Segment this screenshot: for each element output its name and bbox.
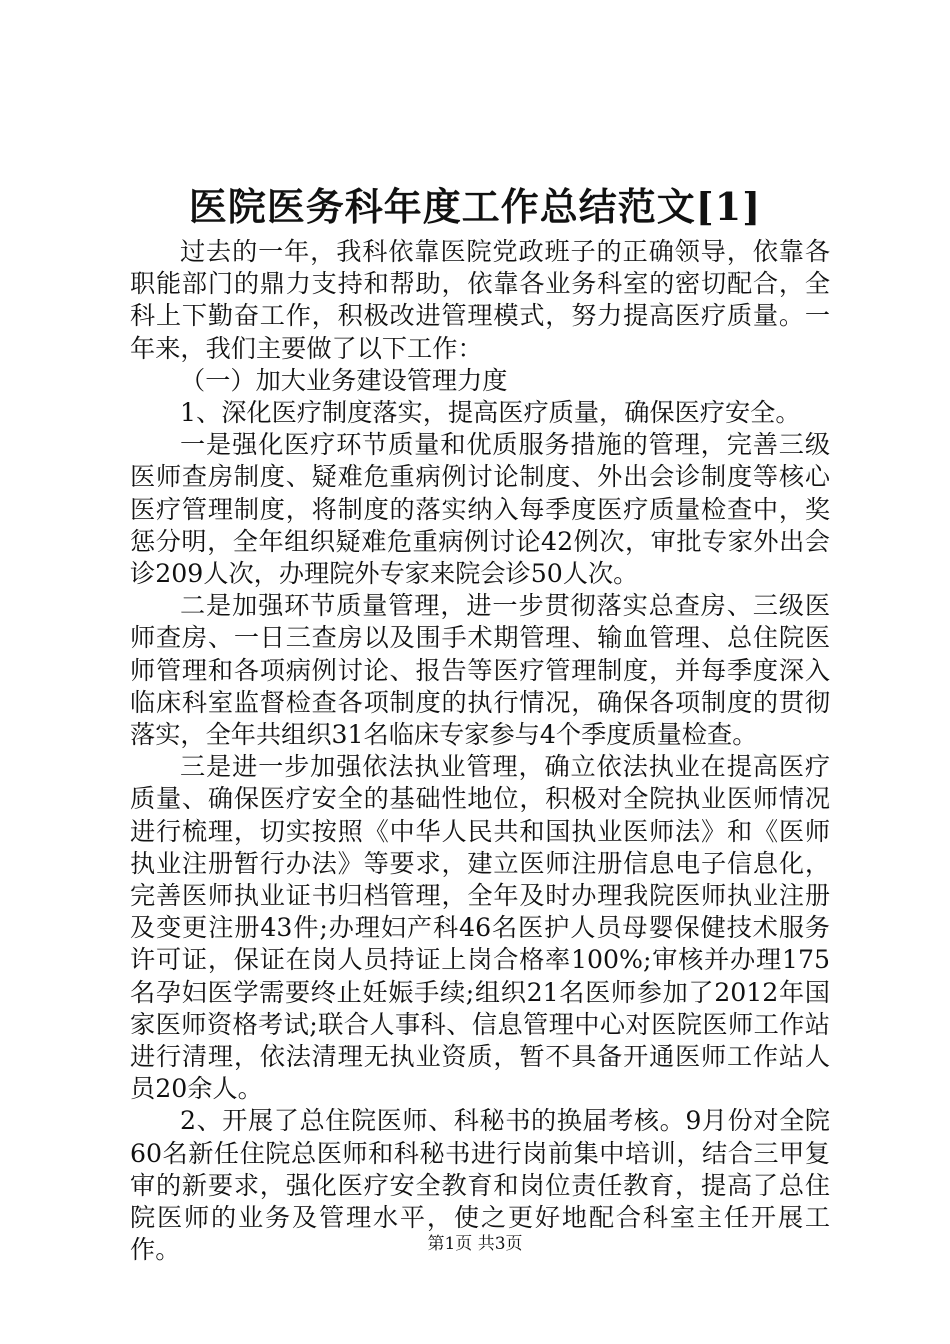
paragraph-item-4: 2、开展了总住院医师、科秘书的换届考核。9月份对全院60名新任住院总医师和科秘书进行岗前集中培训，结合三甲复审的新要求，强化医疗安全教育和岗位责任教育，提高了总住院医师的业务及管理水平，使之更好地配合科室主任开展工作。 (130, 1106, 830, 1265)
document-title: 医院医务科年度工作总结范文[1] (188, 184, 762, 229)
subsection-heading: 1、深化医疗制度落实，提高医疗质量，确保医疗安全。 (180, 398, 801, 428)
paragraph-item-1: 一是强化医疗环节质量和优质服务措施的管理，完善三级医师查房制度、疑难危重病例讨论制度、外出会诊制度等核心医疗管理制度，将制度的落实纳入每季度医疗质量检查中，奖惩分明，全年组织疑难危重病例讨论42例次，审批专家外出会诊209人次，办理院外专家来院会诊50人次。 (130, 430, 830, 589)
paragraph-item-2: 二是加强环节质量管理，进一步贯彻落实总查房、三级医师查房、一日三查房以及围手术期管理、输血管理、总住院医师管理和各项病例讨论、报告等医疗管理制度，并每季度深入临床科室监督检查各项制度的执行情况，确保各项制度的贯彻落实，全年共组织31名临床专家参与4个季度质量检查。 (130, 591, 830, 750)
document-body (130, 236, 830, 1267)
paragraph-item-3: 三是进一步加强依法执业管理，确立依法执业在提高医疗质量、确保医疗安全的基础性地位，积极对全院执业医师情况进行梳理，切实按照《中华人民共和国执业医师法》和《医师执业注册暂行办法》等要求，建立医师注册信息电子信息化，完善医师执业证书归档管理，全年及时办理我院医师执业注册及变更注册43件;办理妇产科46名医护人员母婴保健技术服务许可证，保证在岗人员持证上岗合格率100%;审核并办理175名孕妇医学需要终止妊娠手续;组织21名医师参加了2012年国家医师资格考试;联合人事科、信息管理中心对医院医师工作站进行清理，依法清理无执业资质，暂不具备开通医师工作站人员20余人。 (130, 752, 830, 1104)
page-footer: 第1页 共3页 (427, 1234, 523, 1254)
section-heading: （一）加大业务建设管理力度 (180, 365, 508, 395)
intro-paragraph: 过去的一年，我科依靠医院党政班子的正确领导，依靠各职能部门的鼎力支持和帮助，依靠各业务科室的密切配合，全科上下勤奋工作，积极改进管理模式，努力提高医疗质量。一年来，我们主要做了以下工作： (130, 237, 830, 363)
